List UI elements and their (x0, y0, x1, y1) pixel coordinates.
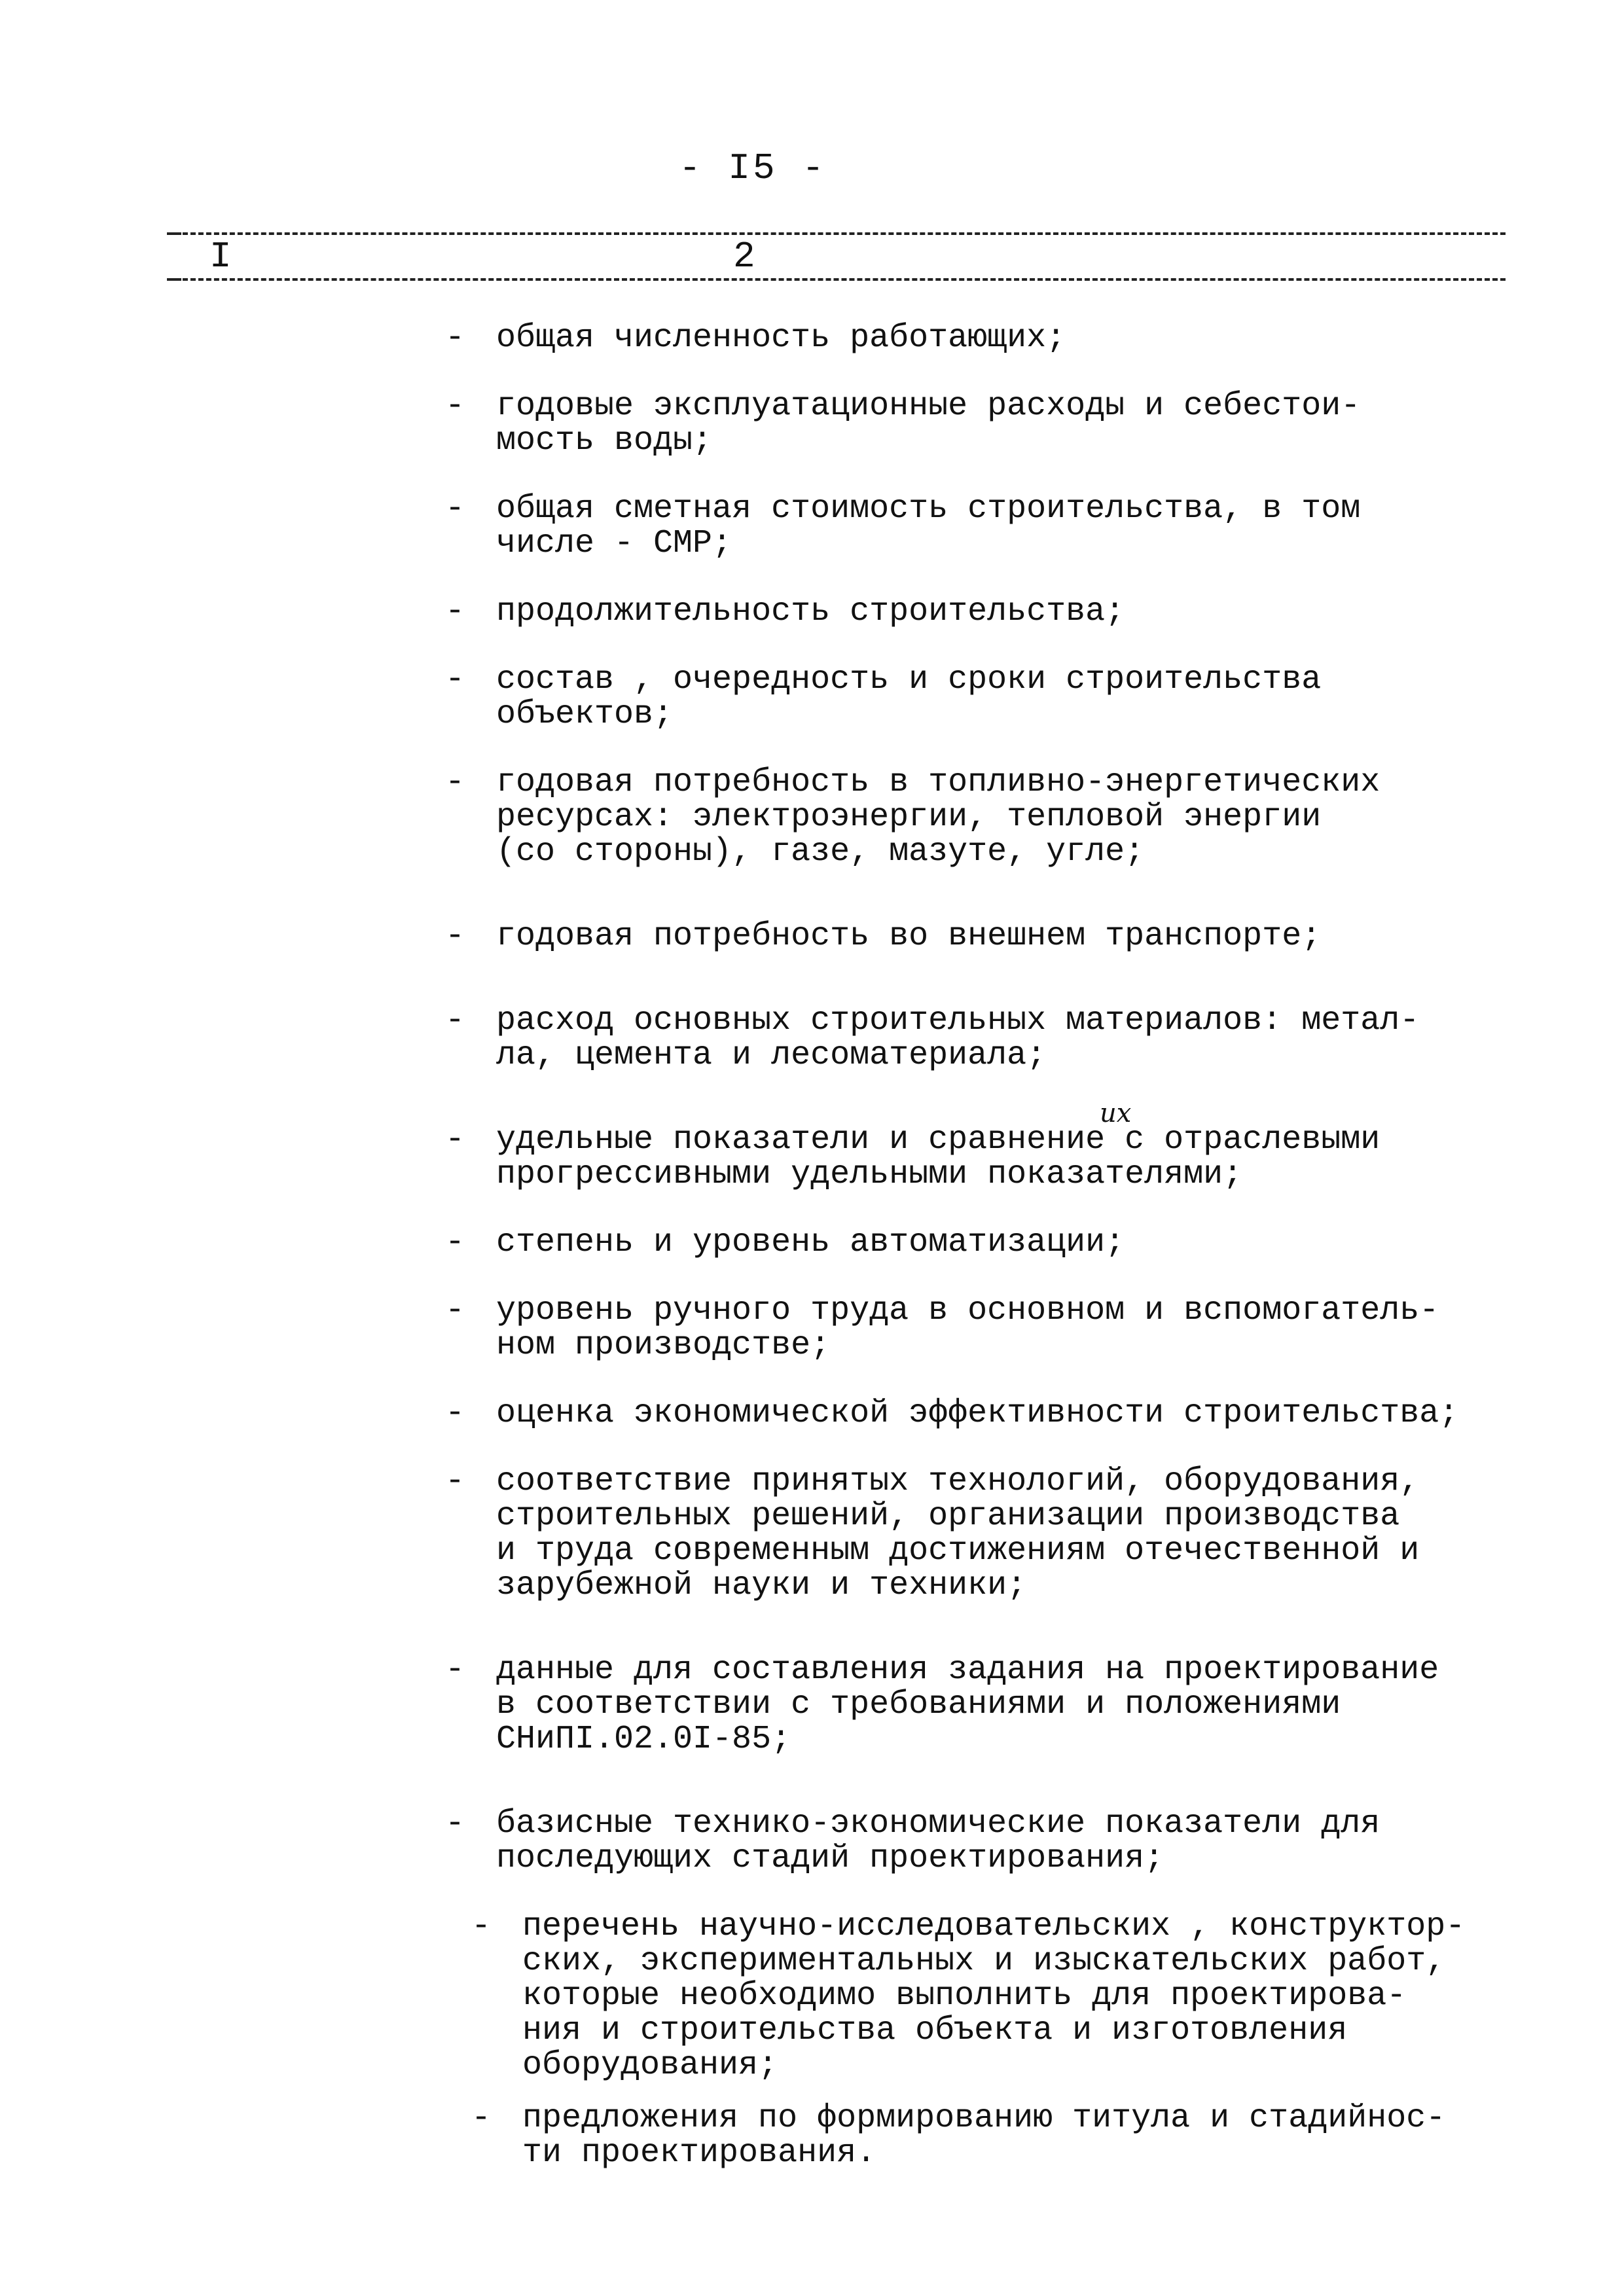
list-item: - годовые эксплуатационные расходы и себестои- мость воды; (445, 387, 1361, 459)
table-top-rule (167, 232, 1506, 235)
list-item: - оценка экономической эффективности строительства; (445, 1395, 1459, 1432)
list-item: - уровень ручного труда в основном и вспомогатель- ном производстве; (445, 1292, 1439, 1364)
list-item: - расход основных строительных материалов: метал- ла, цемента и лесоматериала; (445, 1002, 1420, 1074)
list-item: - продолжительность строительства; (445, 593, 1125, 630)
list-item: - годовая потребность в топливно-энергетических ресурсах: электроэнергии, тепловой энергии (со стороны), газе, мазуте, угле; (445, 764, 1380, 870)
column-header-2: 2 (733, 236, 755, 278)
list-item: - общая сметная стоимость строительства, в том числе - СМР; (445, 490, 1361, 562)
list-item: - общая численность работающих; (445, 319, 1066, 357)
list-item: - данные для составления задания на проектирование в соответствии с требованиями и положениями СНиПI.02.0I-85; (445, 1651, 1439, 1758)
column-header-1: I (209, 236, 232, 278)
list-item: - их удельные показатели и сравнение с отраслевыми прогрессивными удельными показателями; (445, 1122, 1519, 1192)
requirements-list (445, 321, 1519, 2204)
list-item: - соответствие принятых технологий, оборудования, строительных решений, организации производства и труда современным достижениям отечественной и зарубежной науки и техники; (445, 1463, 1420, 1604)
list-item: - состав , очередность и сроки строительства объектов; (445, 661, 1322, 733)
rule-tick (167, 278, 181, 281)
list-item: - предложения по формированию титула и стадийнос- ти проектирования. (471, 2100, 1446, 2172)
list-item: - базисные технико-экономические показатели для последующих стадий проектирования; (445, 1805, 1380, 1877)
list-item: - годовая потребность во внешнем транспорте; (445, 918, 1322, 955)
table-header-rule (167, 278, 1506, 281)
list-item: - перечень научно-исследовательских , конструктор- ских, экспериментальных и изыскательских работ, которые необходимо выполнить для проектирова- ния и строительства объекта и изготовления оборудования; (471, 1908, 1466, 2084)
handwritten-insertion: их (1100, 1098, 1132, 1128)
page-number: - I5 - (679, 147, 827, 189)
list-item: - степень и уровень автоматизации; (445, 1224, 1125, 1261)
rule-tick (167, 232, 181, 235)
